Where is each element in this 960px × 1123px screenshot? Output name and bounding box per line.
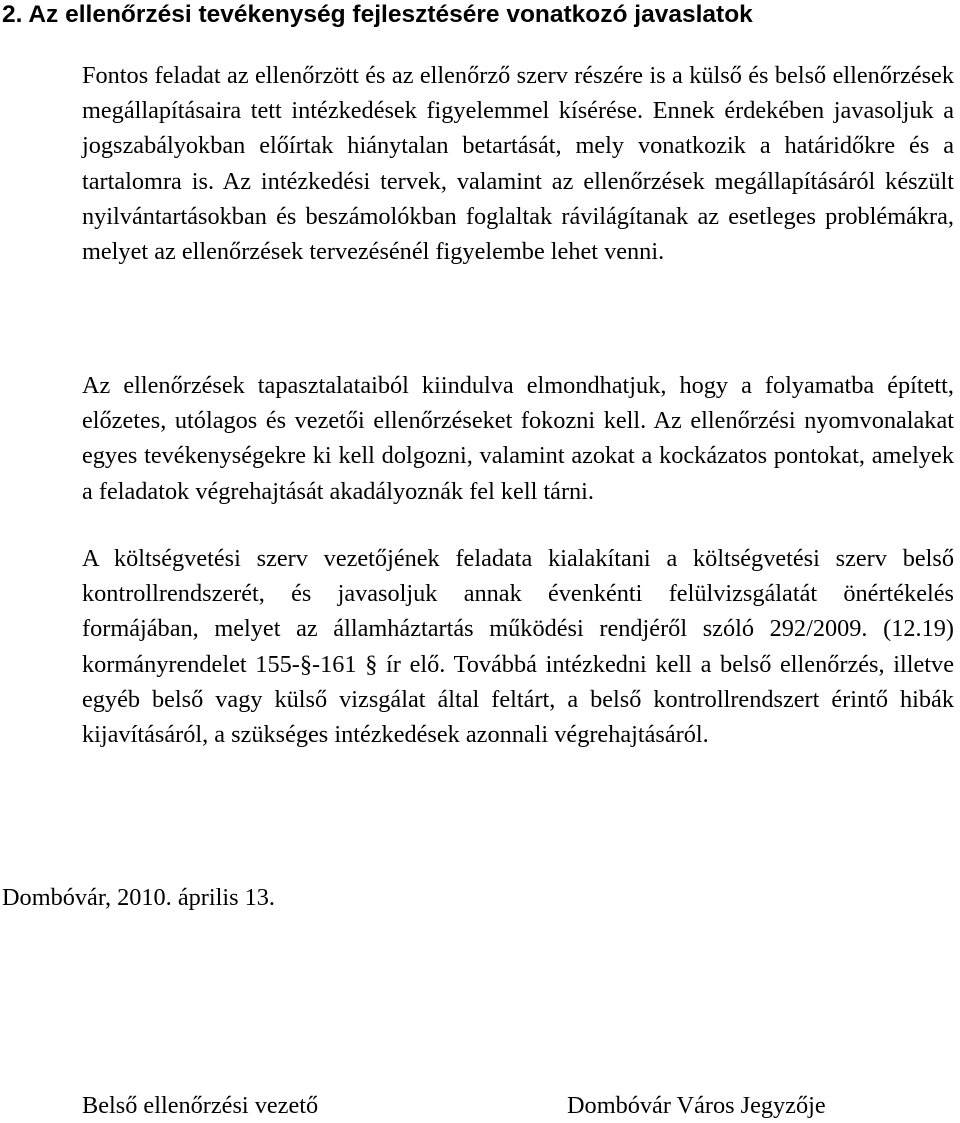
signature-town-notary: Dombóvár Város Jegyzője xyxy=(567,1092,826,1119)
signature-internal-audit-head: Belső ellenőrzési vezető xyxy=(82,1092,319,1119)
paragraph-experiences: Az ellenőrzések tapasztalataiból kiindulva elmondhatjuk, hogy a folyamatba épített, előzetes, utólagos és vezetői ellenőrzéseket fokozni kell. Az ellenőrzési nyomvonalakat egyes tevékenységekre ki kell dolgozni, valamint azokat a kockázatos pontokat, amelyek a feladatok végrehajtását akadályoznák fel kell tárni. xyxy=(82,372,954,505)
section-heading: 2. Az ellenőrzési tevékenység fejlesztésére vonatkozó javaslatok xyxy=(2,1,753,28)
date-line: Dombóvár, 2010. április 13. xyxy=(2,884,276,911)
paragraph-followup: Fontos feladat az ellenőrzött és az ellenőrző szerv részére is a külső és belső ellenőrzések megállapításaira tett intézkedések figyelemmel kísérése. Ennek érdekében javasoljuk a jogszabályokban előírtak hiánytalan betartását, mely vonatkozik a határidőkre és a tartalomra is. Az intézkedési tervek, valamint az ellenőrzések megállapításáról készült nyilvántartásokban és beszámolókban foglaltak rávilágítanak az esetleges problémákra, melyet az ellenőrzések tervezésénél figyelembe lehet venni. xyxy=(82,62,954,266)
paragraph-internal-control: A költségvetési szerv vezetőjének feladata kialakítani a költségvetési szerv belső kontrollrendszerét, és javasoljuk annak évenkénti felülvizsgálatát önértékelés formájában, melyet az államháztartás működési rendjéről szóló 292/2009. (12.19) kormányrendelet 155-§-161 § ír elő. Továbbá intézkedni kell a belső ellenőrzés, illetve egyéb belső vagy külső vizsgálat által feltárt, a belső kontrollrendszert érintő hibák kijavításáról, a szükséges intézkedések azonnali végrehajtásáról. xyxy=(82,545,954,749)
